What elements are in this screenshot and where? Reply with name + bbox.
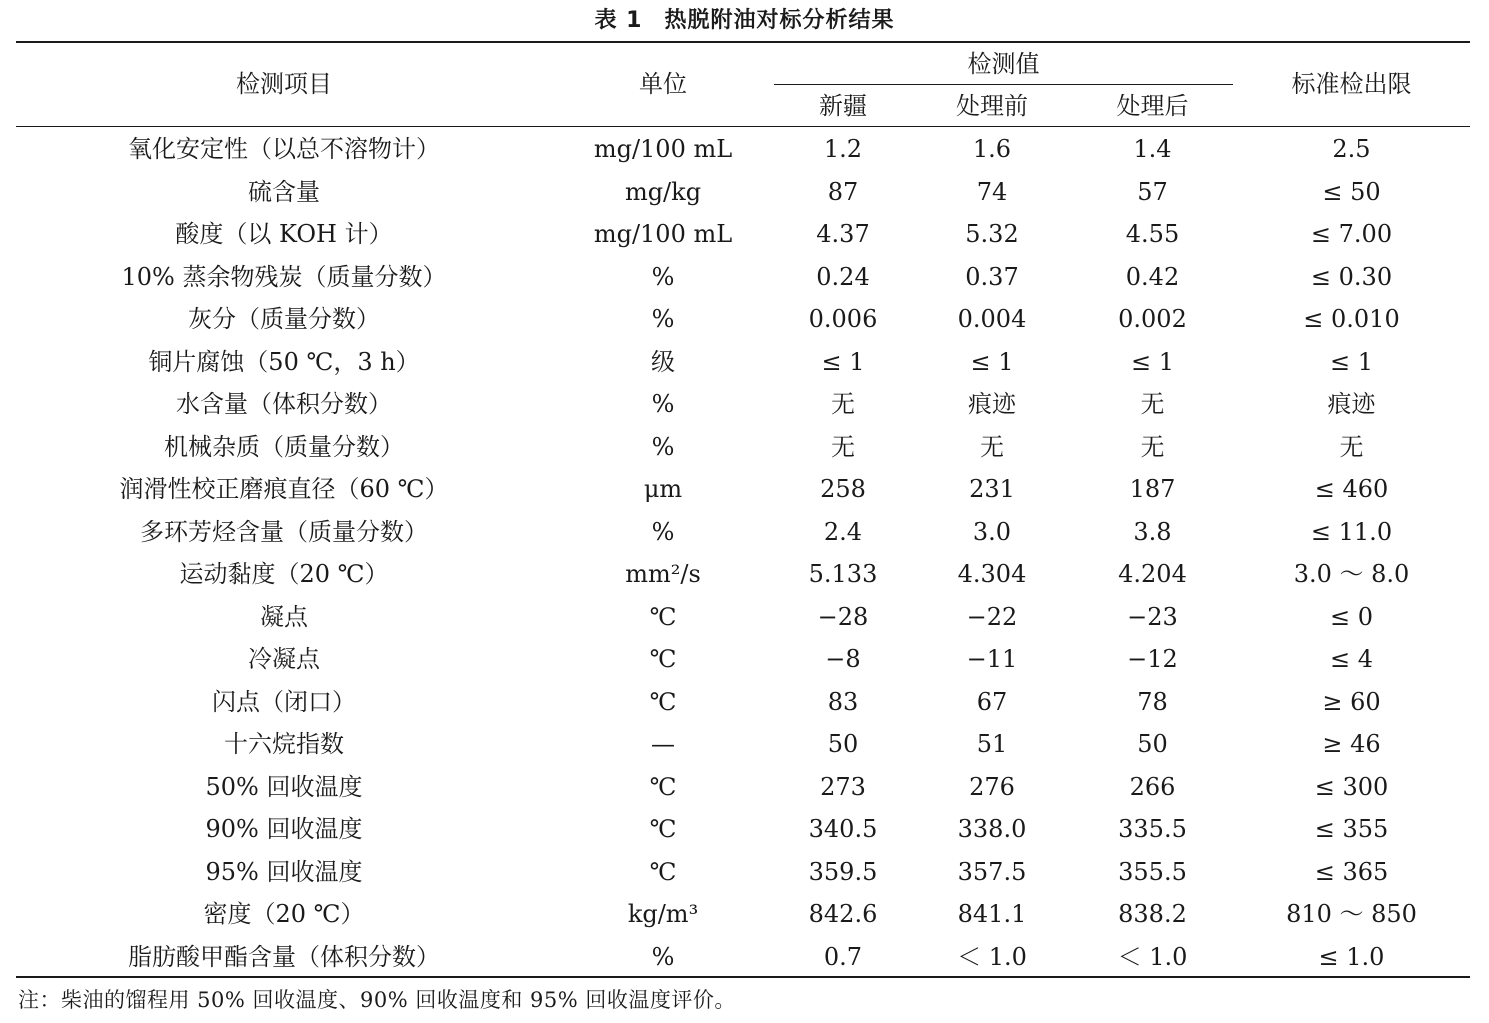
- cell-item: 脂肪酸甲酯含量（体积分数）: [128, 942, 440, 971]
- cell-limit: ≤ 460: [1314, 475, 1389, 504]
- cell-unit: 级: [651, 347, 675, 376]
- cell-limit: ≤ 300: [1314, 772, 1389, 801]
- cell-item: 灰分（质量分数）: [188, 305, 380, 334]
- cell-unit: %: [651, 432, 675, 461]
- cell-item: 运动黏度（20 ℃）: [179, 560, 389, 589]
- cell-limit: ≤ 11.0: [1310, 517, 1393, 546]
- cell-limit: ≤ 1.0: [1318, 942, 1385, 971]
- cell-unit: mg/100 mL: [593, 135, 733, 164]
- cell-after: 335.5: [1118, 815, 1187, 844]
- cell-after: 3.8: [1133, 517, 1172, 546]
- cell-unit: %: [651, 517, 675, 546]
- cell-after: 57: [1137, 177, 1168, 206]
- cell-after: 50: [1137, 730, 1168, 759]
- table-row: [16, 383, 1470, 426]
- cell-before: 231: [969, 475, 1015, 504]
- cell-xinjiang: 340.5: [808, 815, 878, 844]
- cell-before: 1.6: [972, 135, 1012, 164]
- header-xinjiang: 新疆: [819, 92, 867, 120]
- cell-after: −12: [1127, 645, 1178, 674]
- cell-before: 276: [969, 772, 1015, 801]
- cell-before: 74: [976, 177, 1008, 206]
- cell-after: −23: [1127, 602, 1178, 631]
- table-row: [16, 213, 1470, 256]
- table-row: [16, 638, 1470, 681]
- header-after: 处理后: [1116, 92, 1189, 120]
- cell-limit: 810 ～ 850: [1286, 900, 1417, 929]
- cell-unit: ℃: [649, 815, 677, 844]
- header-measured-group: 检测值: [967, 50, 1040, 78]
- cell-unit: kg/m³: [627, 900, 699, 929]
- table-row: [16, 298, 1470, 341]
- cell-item: 铜片腐蚀（50 ℃，3 h）: [148, 347, 420, 376]
- cell-xinjiang: 4.37: [816, 220, 870, 249]
- cell-item: 95% 回收温度: [205, 857, 363, 886]
- cell-item: 机械杂质（质量分数）: [164, 432, 404, 461]
- cell-limit: ≤ 4: [1329, 645, 1373, 674]
- cell-item: 硫含量: [248, 177, 320, 206]
- cell-item: 酸度（以 KOH 计）: [175, 220, 393, 249]
- table-body: [16, 128, 1470, 978]
- cell-before: −11: [966, 645, 1018, 674]
- table-note: 注：柴油的馏程用 50% 回收温度、90% 回收温度和 95% 回收温度评价。: [18, 988, 736, 1012]
- table-caption-number: 表 1: [594, 8, 643, 33]
- cell-before: 3.0: [972, 517, 1012, 546]
- header-item: 检测项目: [236, 70, 332, 98]
- cell-item: 50% 回收温度: [205, 772, 363, 801]
- cell-after: 838.2: [1118, 900, 1187, 929]
- cell-unit: ℃: [649, 857, 677, 886]
- cell-limit: ≤ 0.010: [1303, 305, 1400, 334]
- header-group-rule: [774, 84, 1233, 85]
- cell-unit: %: [651, 942, 675, 971]
- cell-before: 51: [976, 730, 1008, 759]
- table-row: [16, 893, 1470, 936]
- cell-before: 67: [976, 687, 1008, 716]
- cell-unit: ℃: [649, 602, 677, 631]
- cell-xinjiang: 87: [827, 177, 859, 206]
- table-row: [16, 936, 1470, 979]
- cell-after: 187: [1129, 475, 1176, 504]
- table-row: [16, 596, 1470, 639]
- cell-unit: %: [651, 305, 675, 334]
- table-row: [16, 468, 1470, 511]
- table-row: [16, 723, 1470, 766]
- cell-after: 0.002: [1118, 305, 1187, 334]
- cell-before: 4.304: [957, 560, 1027, 589]
- cell-after: 4.204: [1118, 560, 1187, 589]
- cell-xinjiang: 0.24: [816, 262, 870, 291]
- cell-after: ＜ 1.0: [1117, 942, 1188, 971]
- cell-xinjiang: 2.4: [823, 517, 863, 546]
- cell-unit: ℃: [649, 772, 677, 801]
- cell-xinjiang: 842.6: [808, 900, 878, 929]
- cell-after: 1.4: [1133, 135, 1172, 164]
- cell-limit: ≤ 355: [1314, 815, 1389, 844]
- cell-after: 无: [1140, 432, 1165, 461]
- cell-item: 多环芳烃含量（质量分数）: [140, 517, 428, 546]
- cell-limit: ≥ 46: [1322, 730, 1381, 759]
- cell-after: 4.55: [1125, 220, 1180, 249]
- table-row: [16, 256, 1470, 299]
- cell-unit: ℃: [649, 645, 677, 674]
- cell-after: ≤ 1: [1130, 347, 1174, 376]
- cell-item: 10% 蒸余物残炭（质量分数）: [121, 262, 447, 291]
- cell-unit: ℃: [649, 687, 677, 716]
- cell-limit: 痕迹: [1327, 390, 1376, 419]
- cell-limit: ≥ 60: [1322, 687, 1381, 716]
- cell-limit: 无: [1339, 432, 1364, 461]
- table-row: [16, 128, 1470, 171]
- cell-xinjiang: 5.133: [808, 560, 878, 589]
- cell-before: ≤ 1: [970, 347, 1014, 376]
- table-row: [16, 171, 1470, 214]
- cell-item: 水含量（体积分数）: [176, 390, 392, 419]
- cell-xinjiang: −28: [817, 602, 869, 631]
- cell-before: 5.32: [965, 220, 1019, 249]
- table-header-rule: [16, 126, 1470, 127]
- table-row: [16, 808, 1470, 851]
- cell-unit: mm²/s: [625, 560, 701, 589]
- cell-before: ＜ 1.0: [957, 942, 1027, 971]
- cell-limit: ≤ 50: [1322, 177, 1381, 206]
- table-row: [16, 766, 1470, 809]
- cell-xinjiang: 359.5: [808, 857, 878, 886]
- cell-xinjiang: 无: [831, 390, 855, 419]
- cell-unit: %: [651, 262, 675, 291]
- table-row: [16, 341, 1470, 384]
- cell-after: 266: [1129, 772, 1176, 801]
- table-bottom-rule: [16, 976, 1470, 978]
- header-before: 处理前: [956, 92, 1028, 120]
- cell-xinjiang: 无: [831, 432, 855, 461]
- table-row: [16, 553, 1470, 596]
- cell-before: 357.5: [957, 857, 1027, 886]
- cell-xinjiang: 0.006: [808, 305, 878, 334]
- cell-before: 841.1: [957, 900, 1027, 929]
- cell-limit: ≤ 0: [1329, 602, 1373, 631]
- table-row: [16, 511, 1470, 554]
- cell-before: 0.004: [957, 305, 1027, 334]
- table-caption-title: 热脱附油对标分析结果: [664, 8, 895, 33]
- cell-item: 润滑性校正磨痕直径（60 ℃）: [119, 475, 449, 504]
- cell-item: 闪点（闭口）: [212, 687, 356, 716]
- cell-item: 冷凝点: [248, 645, 320, 674]
- header-limit: 标准检出限: [1291, 70, 1412, 98]
- header-unit: 单位: [639, 70, 687, 98]
- cell-after: 78: [1137, 687, 1168, 716]
- table-top-rule: [16, 41, 1470, 43]
- table-caption: [0, 4, 1489, 38]
- cell-unit: %: [651, 390, 675, 419]
- cell-xinjiang: 0.7: [823, 942, 863, 971]
- cell-xinjiang: −8: [825, 645, 861, 674]
- cell-limit: ≤ 0.30: [1310, 262, 1393, 291]
- cell-after: 无: [1140, 390, 1165, 419]
- cell-limit: ≤ 365: [1314, 857, 1389, 886]
- cell-after: 355.5: [1118, 857, 1187, 886]
- cell-unit: —: [651, 730, 675, 759]
- cell-item: 90% 回收温度: [205, 815, 363, 844]
- cell-item: 氧化安定性（以总不溶物计）: [128, 135, 440, 164]
- cell-xinjiang: 1.2: [823, 135, 863, 164]
- cell-unit: mg/100 mL: [593, 220, 733, 249]
- cell-item: 凝点: [260, 602, 308, 631]
- cell-limit: ≤ 7.00: [1310, 220, 1393, 249]
- cell-unit: μm: [643, 475, 683, 504]
- cell-limit: 3.0 ～ 8.0: [1293, 560, 1410, 589]
- cell-item: 十六烷指数: [224, 730, 344, 759]
- cell-before: 无: [980, 432, 1004, 461]
- cell-after: 0.42: [1125, 262, 1180, 291]
- table-row: [16, 851, 1470, 894]
- cell-item: 密度（20 ℃）: [203, 900, 365, 929]
- cell-unit: mg/kg: [624, 177, 702, 206]
- table-row: [16, 681, 1470, 724]
- cell-xinjiang: 258: [820, 475, 866, 504]
- cell-xinjiang: 273: [820, 772, 866, 801]
- cell-xinjiang: ≤ 1: [821, 347, 865, 376]
- cell-before: −22: [966, 602, 1018, 631]
- cell-limit: 2.5: [1332, 135, 1371, 164]
- cell-before: 338.0: [957, 815, 1027, 844]
- cell-xinjiang: 83: [827, 687, 859, 716]
- cell-xinjiang: 50: [827, 730, 859, 759]
- cell-limit: ≤ 1: [1329, 347, 1373, 376]
- table-row: [16, 426, 1470, 469]
- cell-before: 痕迹: [968, 390, 1016, 419]
- cell-before: 0.37: [965, 262, 1019, 291]
